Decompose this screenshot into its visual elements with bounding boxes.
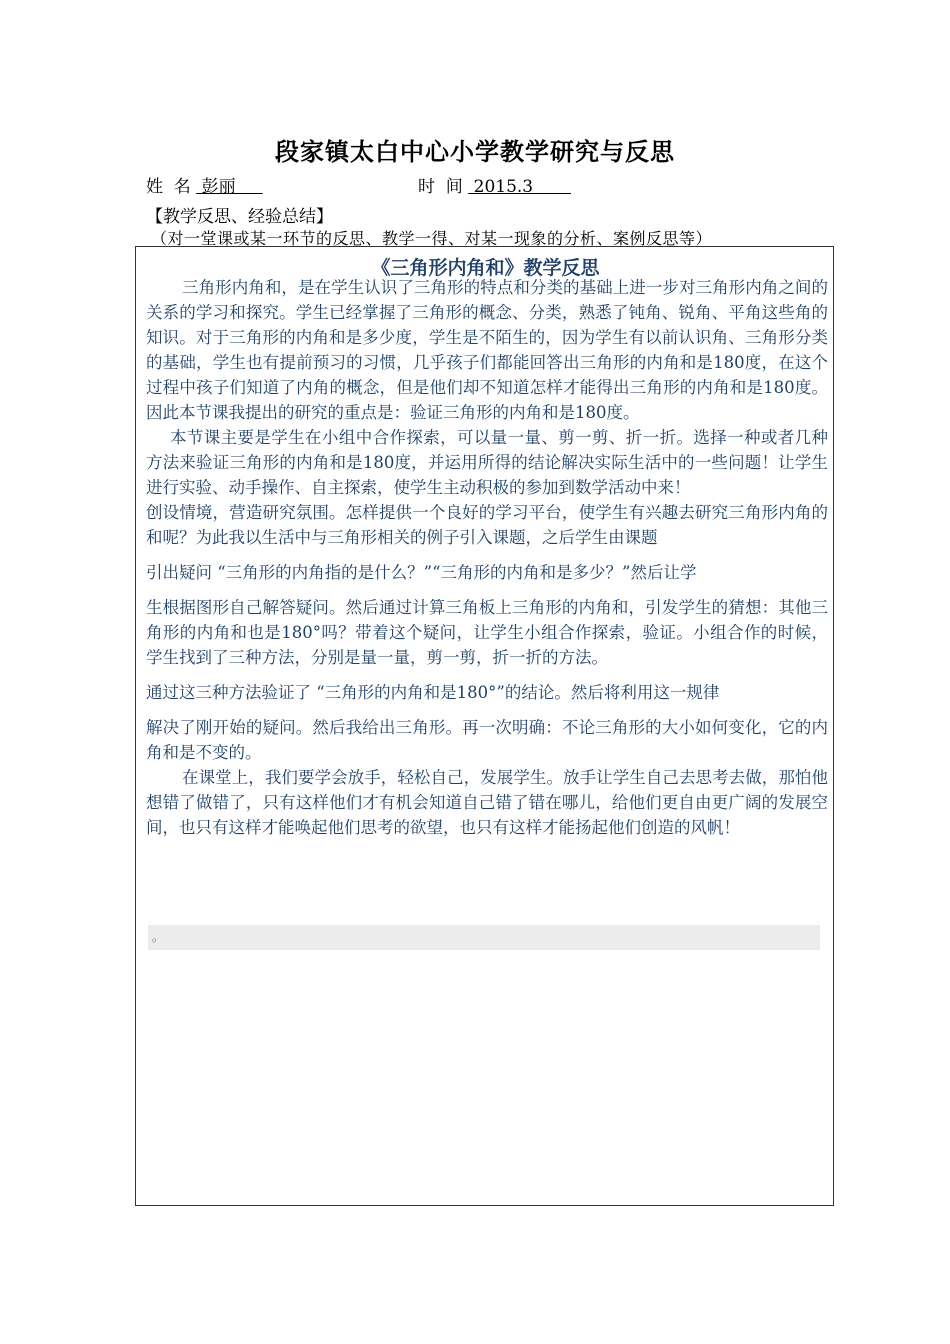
paragraph: 解决了刚开始的疑问。然后我给出三角形。再一次明确：不论三角形的大小如何变化，它的内角和是不变的。 <box>146 718 828 762</box>
paragraph: 生根据图形自己解答疑问。然后通过计算三角板上三角形的内角和，引发学生的猜想：其他三角形的内角和也是180°吗？带着这个疑问，让学生小组合作探索，验证。小组合作的时候，学生找到了三种方法，分别是量一量，剪一剪，折一折的方法。 <box>146 598 828 667</box>
trailing-mark: 。 <box>148 925 820 950</box>
paragraph: 创设情境，营造研究氛围。怎样提供一个良好的学习平台，使学生有兴趣去研究三角形内角的和呢？为此我以生活中与三角形相关的例子引入课题，之后学生由课题 <box>146 503 828 547</box>
paragraph: 引出疑问 “三角形的内角指的是什么？”“三角形的内角和是多少？”然后让学 <box>146 563 697 582</box>
page-title: 段家镇太白中心小学教学研究与反思 <box>275 138 675 166</box>
section-heading: 【教学反思、经验总结】 <box>146 207 333 227</box>
paragraph: 通过这三种方法验证了 “三角形的内角和是180°”的结论。然后将利用这一规律 <box>146 683 720 702</box>
name-label: 姓 名 <box>146 177 191 197</box>
section-subheading: （对一堂课或某一环节的反思、教学一得、对某一现象的分析、案例反思等） <box>151 229 713 248</box>
time-row <box>418 177 571 197</box>
paragraph: 三角形内角和，是在学生认识了三角形的特点和分类的基础上进一步对三角形内角之间的关系的学习和探究。学生已经掌握了三角形的概念、分类，熟悉了钝角、锐角、平角这些角的知识。对于三角形的内角和是多少度，学生是不陌生的，因为学生有以前认识角、三角形分类的基础，学生也有提前预习的习惯，几乎孩子们都能回答出三角形的内角和是180度，在这个过程中孩子们知道了内角的概念，但是他们却不知道怎样才能得出三角形的内角和是180度。因此本节课我提出的研究的重点是：验证三角形的内角和是180度。 <box>146 278 828 422</box>
time-label: 时 间 <box>418 177 463 197</box>
reflection-body <box>146 275 828 840</box>
time-value: 2015.3 <box>468 177 571 197</box>
reflection-title: 《三角形内角和》教学反思 <box>371 257 600 279</box>
paragraph: 本节课主要是学生在小组中合作探索，可以量一量、剪一剪、折一折。选择一种或者几种方法来验证三角形的内角和是180度，并运用所得的结论解决实际生活中的一些问题！让学生进行实验、动手操作、自主探索，使学生主动积极的参加到数学活动中来！ <box>146 428 828 497</box>
name-value: 彭丽 <box>196 177 263 197</box>
reflection-box <box>135 246 834 1206</box>
name-row <box>146 177 263 197</box>
paragraph: 在课堂上，我们要学会放手，轻松自己，发展学生。放手让学生自己去思考去做，那怕他想错了做错了，只有这样他们才有机会知道自己错了错在哪儿，给他们更自由更广阔的发展空间，也只有这样才能唤起他们思考的欲望，也只有这样才能扬起他们创造的风帆！ <box>146 768 828 837</box>
